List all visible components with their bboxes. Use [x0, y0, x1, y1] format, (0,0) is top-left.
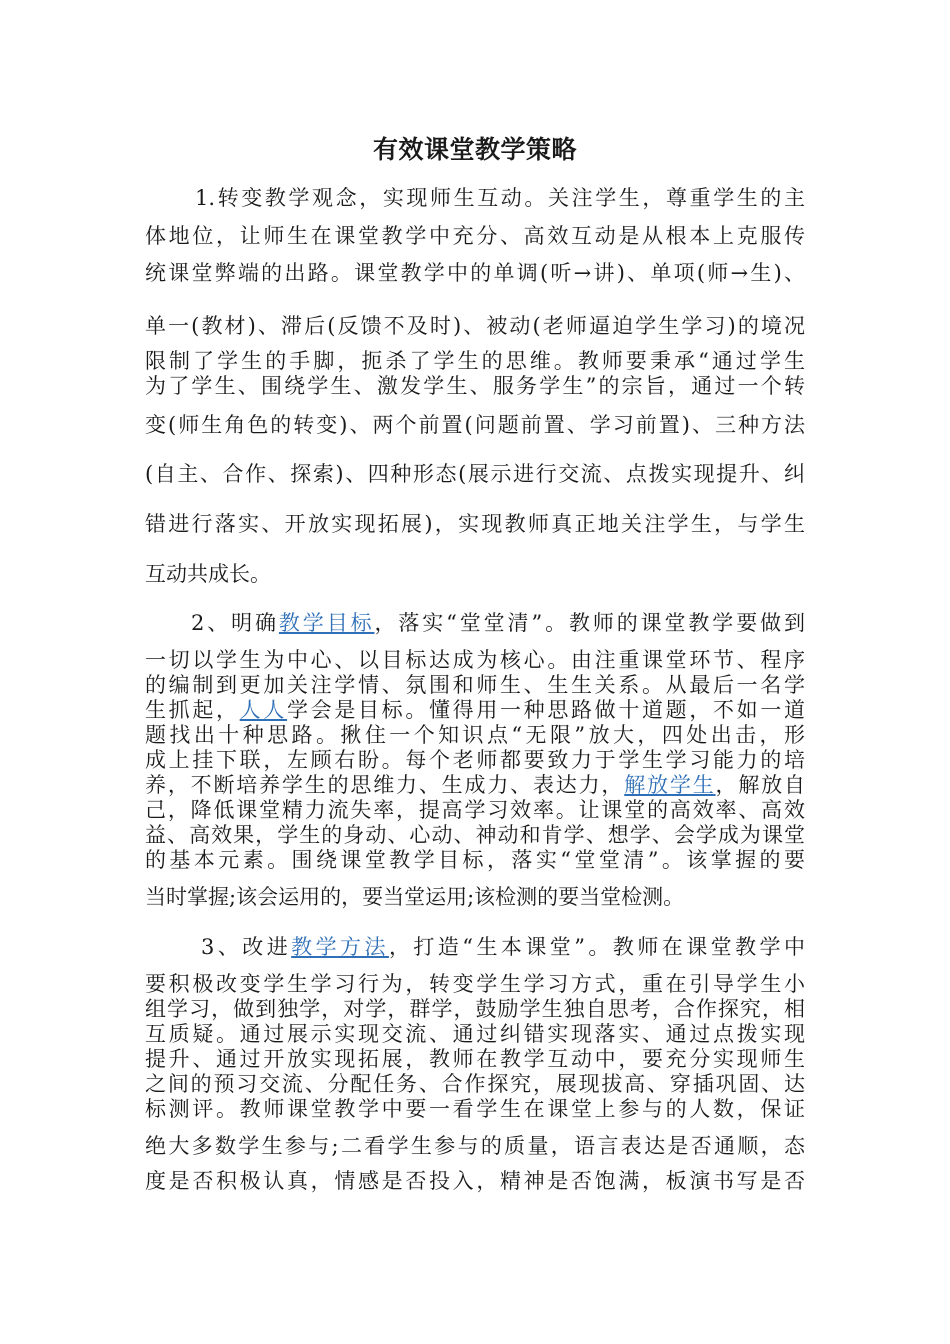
text-line: 限制了学生的手脚，扼杀了学生的思维。教师要秉承“通过学生: [145, 349, 805, 373]
text-line: 要积极改变学生学习行为，转变学生学习方式，重在引导学生小: [145, 972, 805, 996]
text-span: 生抓起，: [145, 698, 240, 722]
text-span: 3、改进: [201, 935, 292, 959]
link-liberate-students[interactable]: 解放学生: [624, 773, 716, 797]
text-line: [145, 934, 805, 960]
text-line: 体地位，让师生在课堂教学中充分、高效互动是从根本上克服传: [145, 224, 805, 248]
text-span: 养，不断培养学生的思维力、生成力、表达力，: [145, 773, 625, 797]
text-span: 2、明确: [191, 611, 279, 635]
text-line: (自主、合作、探索)、四种形态(展示进行交流、点拨实现提升、纠: [145, 462, 805, 486]
text-line: 错进行落实、开放实现拓展)，实现教师真正地关注学生，与学生: [145, 512, 805, 536]
link-teaching-methods[interactable]: 教学方法: [291, 935, 389, 959]
text-line: [145, 610, 805, 636]
text-span: ，落实“堂堂清”。教师的课堂教学要做到: [374, 611, 805, 635]
document-title: 有效课堂教学策略: [372, 135, 577, 164]
link-teaching-goals[interactable]: 教学目标: [278, 611, 375, 635]
text-line: 统课堂弊端的出路。课堂教学中的单调(听→讲)、单项(师→生)、: [145, 261, 805, 285]
text-line: 益、高效果，学生的身动、心动、神动和肯学、想学、会学成为课堂: [145, 823, 805, 847]
text-line: 互动共成长。: [145, 562, 271, 586]
text-span: 学会是目标。懂得用一种思路做十道题，不如一道: [287, 698, 806, 722]
text-line: 当时掌握;该会运用的，要当堂运用;该检测的要当堂检测。: [145, 885, 685, 909]
text-line: 标测评。教师课堂教学中要一看学生在课堂上参与的人数，保证: [145, 1097, 805, 1121]
text-line: [145, 772, 805, 798]
text-line: 提升、通过开放实现拓展，教师在教学互动中，要充分实现师生: [145, 1047, 805, 1071]
text-line: [145, 697, 805, 723]
text-line: 己，降低课堂精力流失率，提高学习效率。让课堂的高效率、高效: [145, 798, 805, 822]
text-line: 互质疑。通过展示实现交流、通过纠错实现落实、通过点拨实现: [145, 1022, 805, 1046]
text-line: 单一(教材)、滞后(反馈不及时)、被动(老师逼迫学生学习)的境况: [145, 314, 805, 338]
text-line: 组学习，做到独学，对学，群学，鼓励学生独自思考，合作探究，相: [145, 997, 805, 1021]
text-line: 度是否积极认真，情感是否投入，精神是否饱满，板演书写是否: [145, 1169, 805, 1193]
link-everyone[interactable]: 人人: [239, 698, 288, 722]
text-line: 之间的预习交流、分配任务、合作探究，展现拔高、穿插巩固、达: [145, 1072, 805, 1096]
text-line: 题找出十种思路。揪住一个知识点“无限”放大，四处出击，形: [145, 723, 805, 747]
text-line: 的基本元素。围绕课堂教学目标，落实“堂堂清”。该掌握的要: [145, 848, 805, 872]
text-line: 1.转变教学观念，实现师生互动。关注学生，尊重学生的主: [195, 186, 805, 210]
text-span: ，解放自: [715, 773, 806, 797]
text-span: ，打造“生本课堂”。教师在课堂教学中: [388, 935, 805, 959]
text-line: 一切以学生为中心、以目标达成为核心。由注重课堂环节、程序: [145, 648, 805, 672]
text-line: 的编制到更加关注学情、氛围和师生、生生关系。从最后一名学: [145, 673, 805, 697]
text-line: 变(师生角色的转变)、两个前置(问题前置、学习前置)、三种方法: [145, 413, 805, 437]
text-line: 成上挂下联，左顾右盼。每个老师都要致力于学生学习能力的培: [145, 748, 805, 772]
text-line: 为了学生、围绕学生、激发学生、服务学生”的宗旨，通过一个转: [145, 374, 805, 398]
text-line: 绝大多数学生参与;二看学生参与的质量，语言表达是否通顺，态: [145, 1134, 805, 1158]
